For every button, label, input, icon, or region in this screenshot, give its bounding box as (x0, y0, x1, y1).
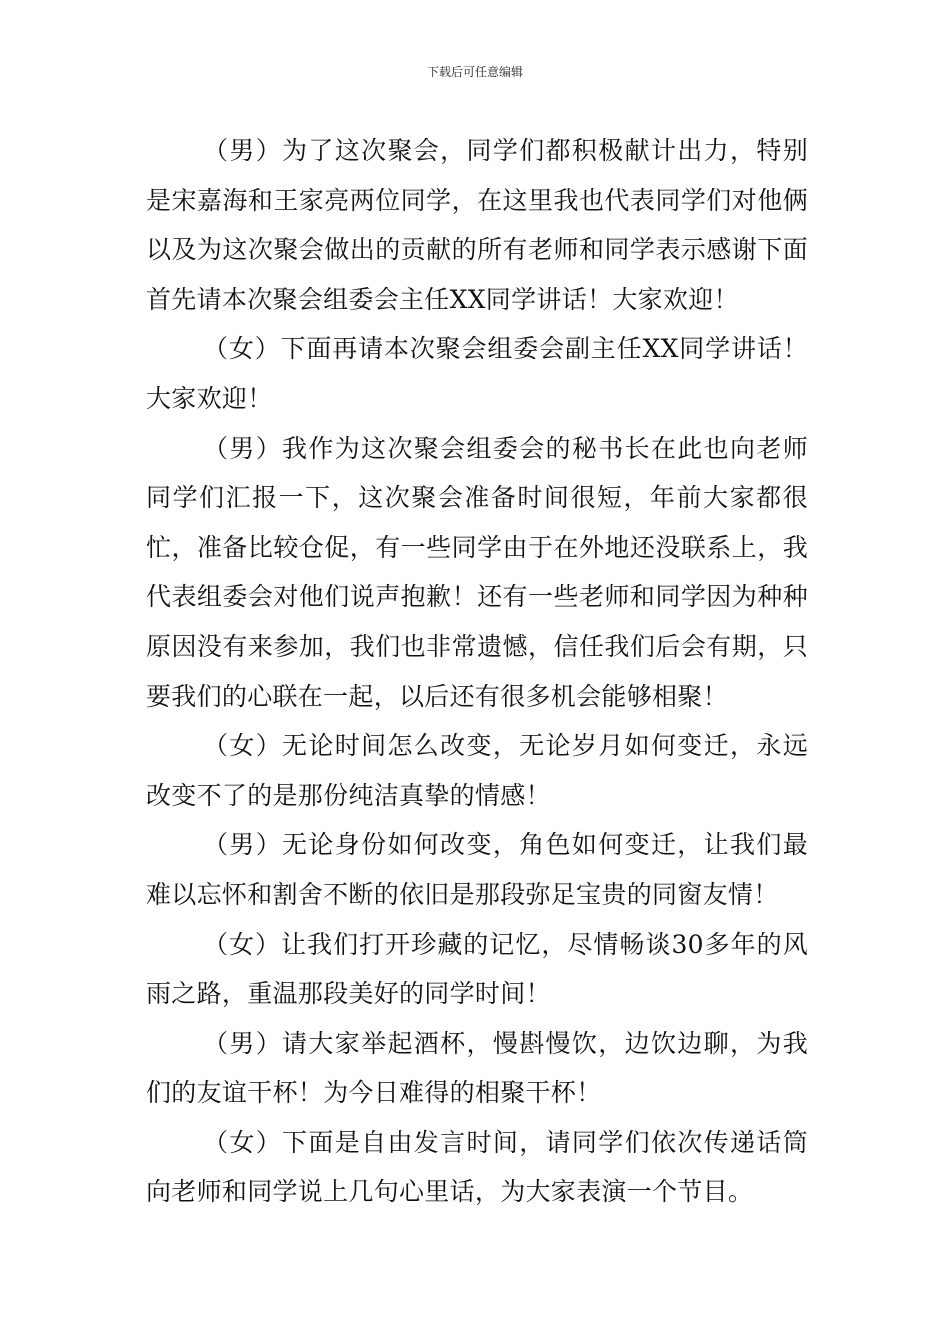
paragraph-8: （女）下面是自由发言时间，请同学们依次传递话筒向老师和同学说上几句心里话，为大家表演一个节目。 (146, 1127, 808, 1207)
paragraph-7: （男）请大家举起酒杯，慢斟慢饮，边饮边聊，为我们的友谊干杯！为今日难得的相聚干杯！ (146, 1028, 808, 1108)
document-body (146, 126, 808, 1217)
paragraph-3: （男）我作为这次聚会组委会的秘书长在此也向老师同学们汇报一下，这次聚会准备时间很短，年前大家都很忙，准备比较仓促，有一些同学由于在外地还没联系上，我代表组委会对他们说声抱歉！还有一些老师和同学因为种种原因没有来参加，我们也非常遗憾，信任我们后会有期，只要我们的心联在一起，以后还有很多机会能够相聚！ (146, 433, 808, 711)
paragraph-1: （男）为了这次聚会，同学们都积极献计出力，特别是宋嘉海和王家亮两位同学，在这里我也代表同学们对他俩以及为这次聚会做出的贡献的所有老师和同学表示感谢下面首先请本次聚会组委会主任XX同学讲话！大家欢迎！ (146, 136, 808, 314)
paragraph-5: （男）无论身份如何改变，角色如何变迁，让我们最难以忘怀和割舍不断的依旧是那段弥足宝贵的同窗友情！ (146, 830, 808, 909)
paragraph-4: （女）无论时间怎么改变，无论岁月如何变迁，永远改变不了的是那份纯洁真挚的情感！ (146, 731, 808, 810)
page-header: 下载后可任意编辑 (426, 65, 523, 79)
paragraph-2: （女）下面再请本次聚会组委会副主任XX同学讲话！大家欢迎！ (146, 334, 808, 413)
paragraph-6: （女）让我们打开珍藏的记忆，尽情畅谈30多年的风雨之路，重温那段美好的同学时间！ (146, 929, 808, 1009)
